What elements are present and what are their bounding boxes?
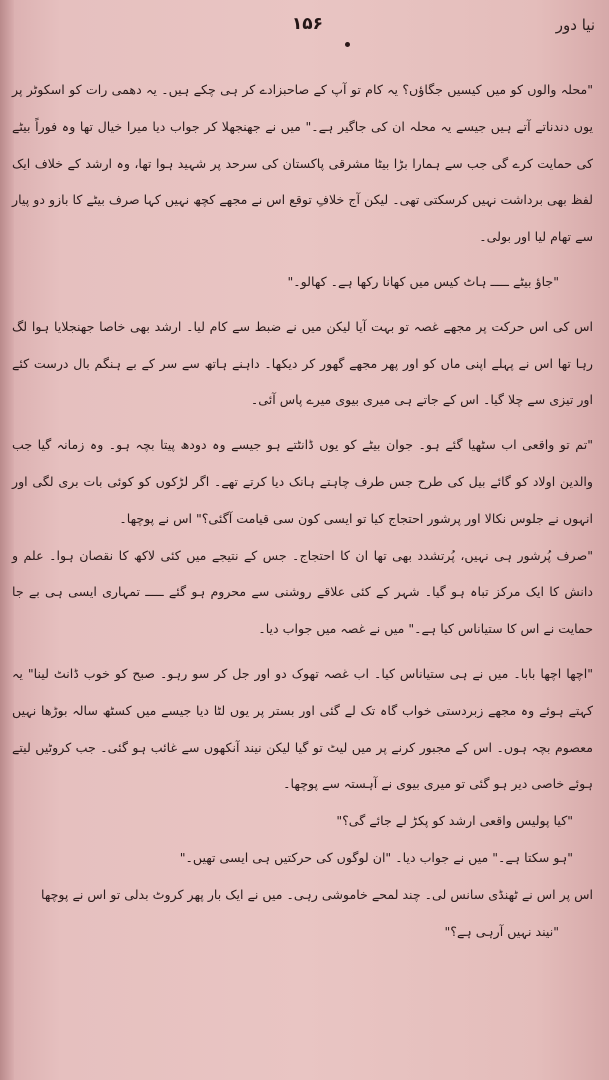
paragraph: "تم تو واقعی اب سٹھیا گئے ہو۔ جوان بیٹے کو یوں ڈانٹتے ہو جیسے وہ دودھ پیتا بچہ ہو۔ وہ زمانہ گیا جب والدین اولاد کو گائے بیل کی طرح جس طرف چاہتے ہانک دیا کرتے تھے۔ اگر لڑکوں کو کوئی بات بری لگی اور انہوں نے جلوس نکالا اور پرشور احتجاج کیا تو ایسی کون سی قیامت آگئی؟" اس نے پوچھا۔ <box>12 437 593 526</box>
paragraph: "ہو سکتا ہے۔" میں نے جواب دیا۔ "ان لوگوں کی حرکتیں ہی ایسی تھیں۔" <box>179 849 573 865</box>
paragraph: اس کی اس حرکت پر مجھے غصہ تو بہت آیا لیکن میں نے ضبط سے کام لیا۔ ارشد بھی خاصا جھنجلایا ہوا لگ رہا تھا اس نے پہلے اپنی ماں کو اور پھر مجھے گھور کر دیکھا۔ داہنے ہاتھ سے سر کے بے ہنگم بال درست کئے اور تیزی سے چلا گیا۔ اس کے جاتے ہی میری بیوی میرے پاس آئی۔ <box>12 318 593 408</box>
magazine-name: نیا دور <box>555 16 595 34</box>
ink-dot <box>345 42 350 47</box>
paragraph: "کیا پولیس واقعی ارشد کو پکڑ لے جائے گی؟" <box>336 813 573 829</box>
article-body <box>12 72 593 1040</box>
paragraph: "اچھا اچھا بابا۔ میں نے ہی ستیاناس کیا۔ اب غصہ تھوک دو اور جل کر سو رہو۔ صبح کو خوب ڈانٹ لینا" یہ کہتے ہوئے وہ مجھے زبردستی خواب گاہ تک لے گئی اور بستر پر یوں لٹا دیا جیسے میں کسٹھ سالہ بوڑھا نہیں معصوم بچہ ہوں۔ اس کے مجبور کرنے پر میں لیٹ تو گیا لیکن نیند آنکھوں سے غائب ہو گئی۔ جب کروٹیں لیتے ہوئے خاصی دیر ہو گئی تو میری بیوی نے آہستہ سے پوچھا۔ <box>12 665 593 792</box>
page-header <box>20 8 595 52</box>
paragraph: "صرف پُرشور ہی نہیں، پُرتشدد بھی تھا ان کا احتجاج۔ جس کے نتیجے میں کئی لاکھ کا نقصان ہوا۔ علم و دانش کا ایک مرکز تباہ ہو گیا۔ شہر کے کئی علاقے روشنی سے محروم ہو گئے ـــــ تمہاری ایسی ہی بے جا حمایت نے اس کا ستیاناس کیا ہے۔" میں نے غصہ میں جواب دیا۔ <box>12 547 593 637</box>
paragraph: "محلہ والوں کو میں کیسیں جگاؤں؟ یہ کام تو آپ کے صاحبزادے کر ہی چکے ہیں۔ یہ دھمی رات کو اسکوٹر پر یوں دندناتے آتے ہیں جیسے یہ محلہ ان کی جاگیر ہے۔" میں نے جھنجھلا کر جواب دیا میرا خیال تھا وہ فوراً بیٹے کی حمایت کرے گی جب سے ہمارا بڑا بیٹا مشرقی پاکستان کی سرحد پر شہید ہوا تھا، وہ ارشد کے خلاف ایک لفظ بھی برداشت نہیں کرسکتی تھی۔ لیکن آج خلافِ توقع اس نے مجھے کچھ نہیں کہا صرف بیٹے کا بازو دو پیار سے تھام لیا اور بولی۔ <box>12 82 593 245</box>
paragraph: "نیند نہیں آرہی ہے؟" <box>444 923 559 939</box>
page-number: ۱۵۶ <box>291 14 324 34</box>
paragraph: اس پر اس نے ٹھنڈی سانس لی۔ چند لمحے خاموشی رہی۔ میں نے ایک بار پھر کروٹ بدلی تو اس نے پوچھا <box>41 886 593 902</box>
paragraph: "جاؤ بیٹے ـــــ ہاٹ کیس میں کھانا رکھا ہے۔ کھالو۔" <box>287 273 559 289</box>
